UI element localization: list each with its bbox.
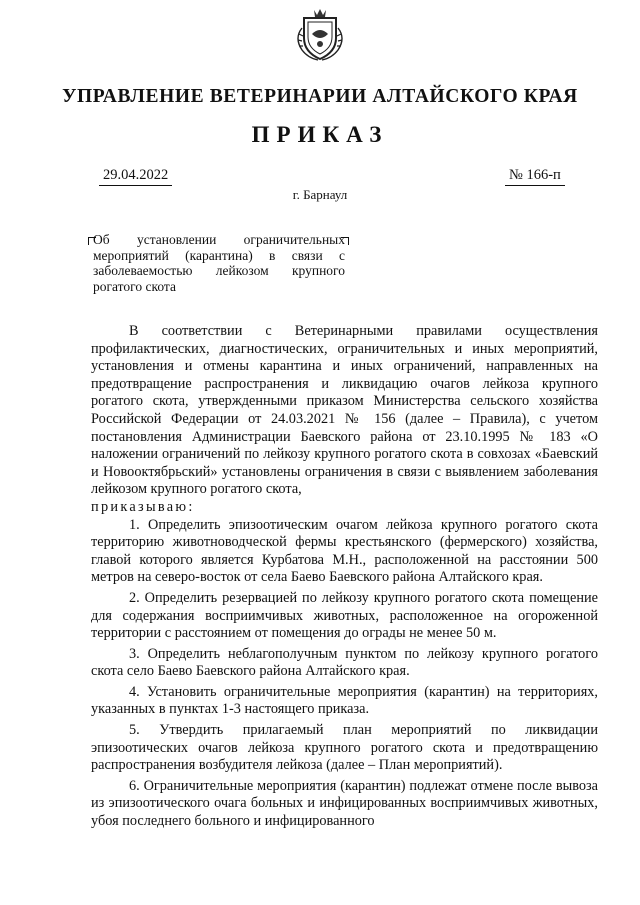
body-item-6: 6. Ограничительные мероприятия (карантин) подлежат отмене после вывоза из эпизоотического очага больных и инфицированных восприимчивых животных, убоя последнего больного и инфицированного xyxy=(91,777,598,830)
document-city: г. Барнаул xyxy=(292,187,348,202)
body-item-4: 4. Установить ограничительные мероприятия (карантин) на территориях, указанных в пунктах 1-3 настоящего приказа. xyxy=(91,683,598,718)
body-item-1: 1. Определить эпизоотическим очагом лейкоза крупного рогатого скота территорию животноводческой фермы крестьянского (фермерского) хозяйства, главой которого является Курбатова М.Н., расположенной на расстоянии 500 метров на северо-восток от села Баево Баевского района Алтайского края. xyxy=(91,516,598,586)
document-body xyxy=(91,323,598,831)
body-intro: В соответствии с Ветеринарными правилами осуществления профилактических, диагностических, ограничительных и иных мероприятий, установления и отмены карантина и иных ограничений, направленных на предотвращение распространения и ликвидацию очагов лейкоза крупного рогатого скота, утвержденными приказом Министерства сельского хозяйства Российской Федерации от 24.03.2021 № 156 (далее – Правила), с учетом постановления Администрации Баевского района от 23.10.1995 № 183 «О наложении ограничений по лейкозу крупного рогатого скота в совхозах «Баевский и Новооктябрьский» установлены ограничения в связи с выявлением заболевания лейкозом крупного рогатого скота, xyxy=(91,323,598,498)
document-date: 29.04.2022 xyxy=(99,167,172,186)
body-item-5: 5. Утвердить прилагаемый план мероприятий по ликвидации эпизоотических очагов лейкоза крупного рогатого скота и предотвращению распространения возбудителя лейкоза (далее – План мероприятий). xyxy=(91,722,598,774)
body-order-word: приказываю: xyxy=(91,498,195,515)
body-item-3: 3. Определить неблагополучным пунктом по лейкозу крупного рогатого скота село Баево Баевского района Алтайского края. xyxy=(91,645,598,680)
document-subject: Об установлении ограничительных мероприятий (карантина) в связи с заболеваемостью лейкозом крупного рогатого скота xyxy=(93,232,345,294)
organization-name: УПРАВЛЕНИЕ ВЕТЕРИНАРИИ АЛТАЙСКОГО КРАЯ xyxy=(62,86,578,107)
document-number: № 166-п xyxy=(505,167,565,186)
coat-of-arms-emblem xyxy=(290,4,350,64)
body-item-2: 2. Определить резервацией по лейкозу крупного рогатого скота помещение для содержания восприимчивых животных, расположенное на огороженной территории с расстоянием от помещения до ограды не менее 50 м. xyxy=(91,589,598,642)
document-type-title: ПРИКАЗ xyxy=(251,122,389,147)
